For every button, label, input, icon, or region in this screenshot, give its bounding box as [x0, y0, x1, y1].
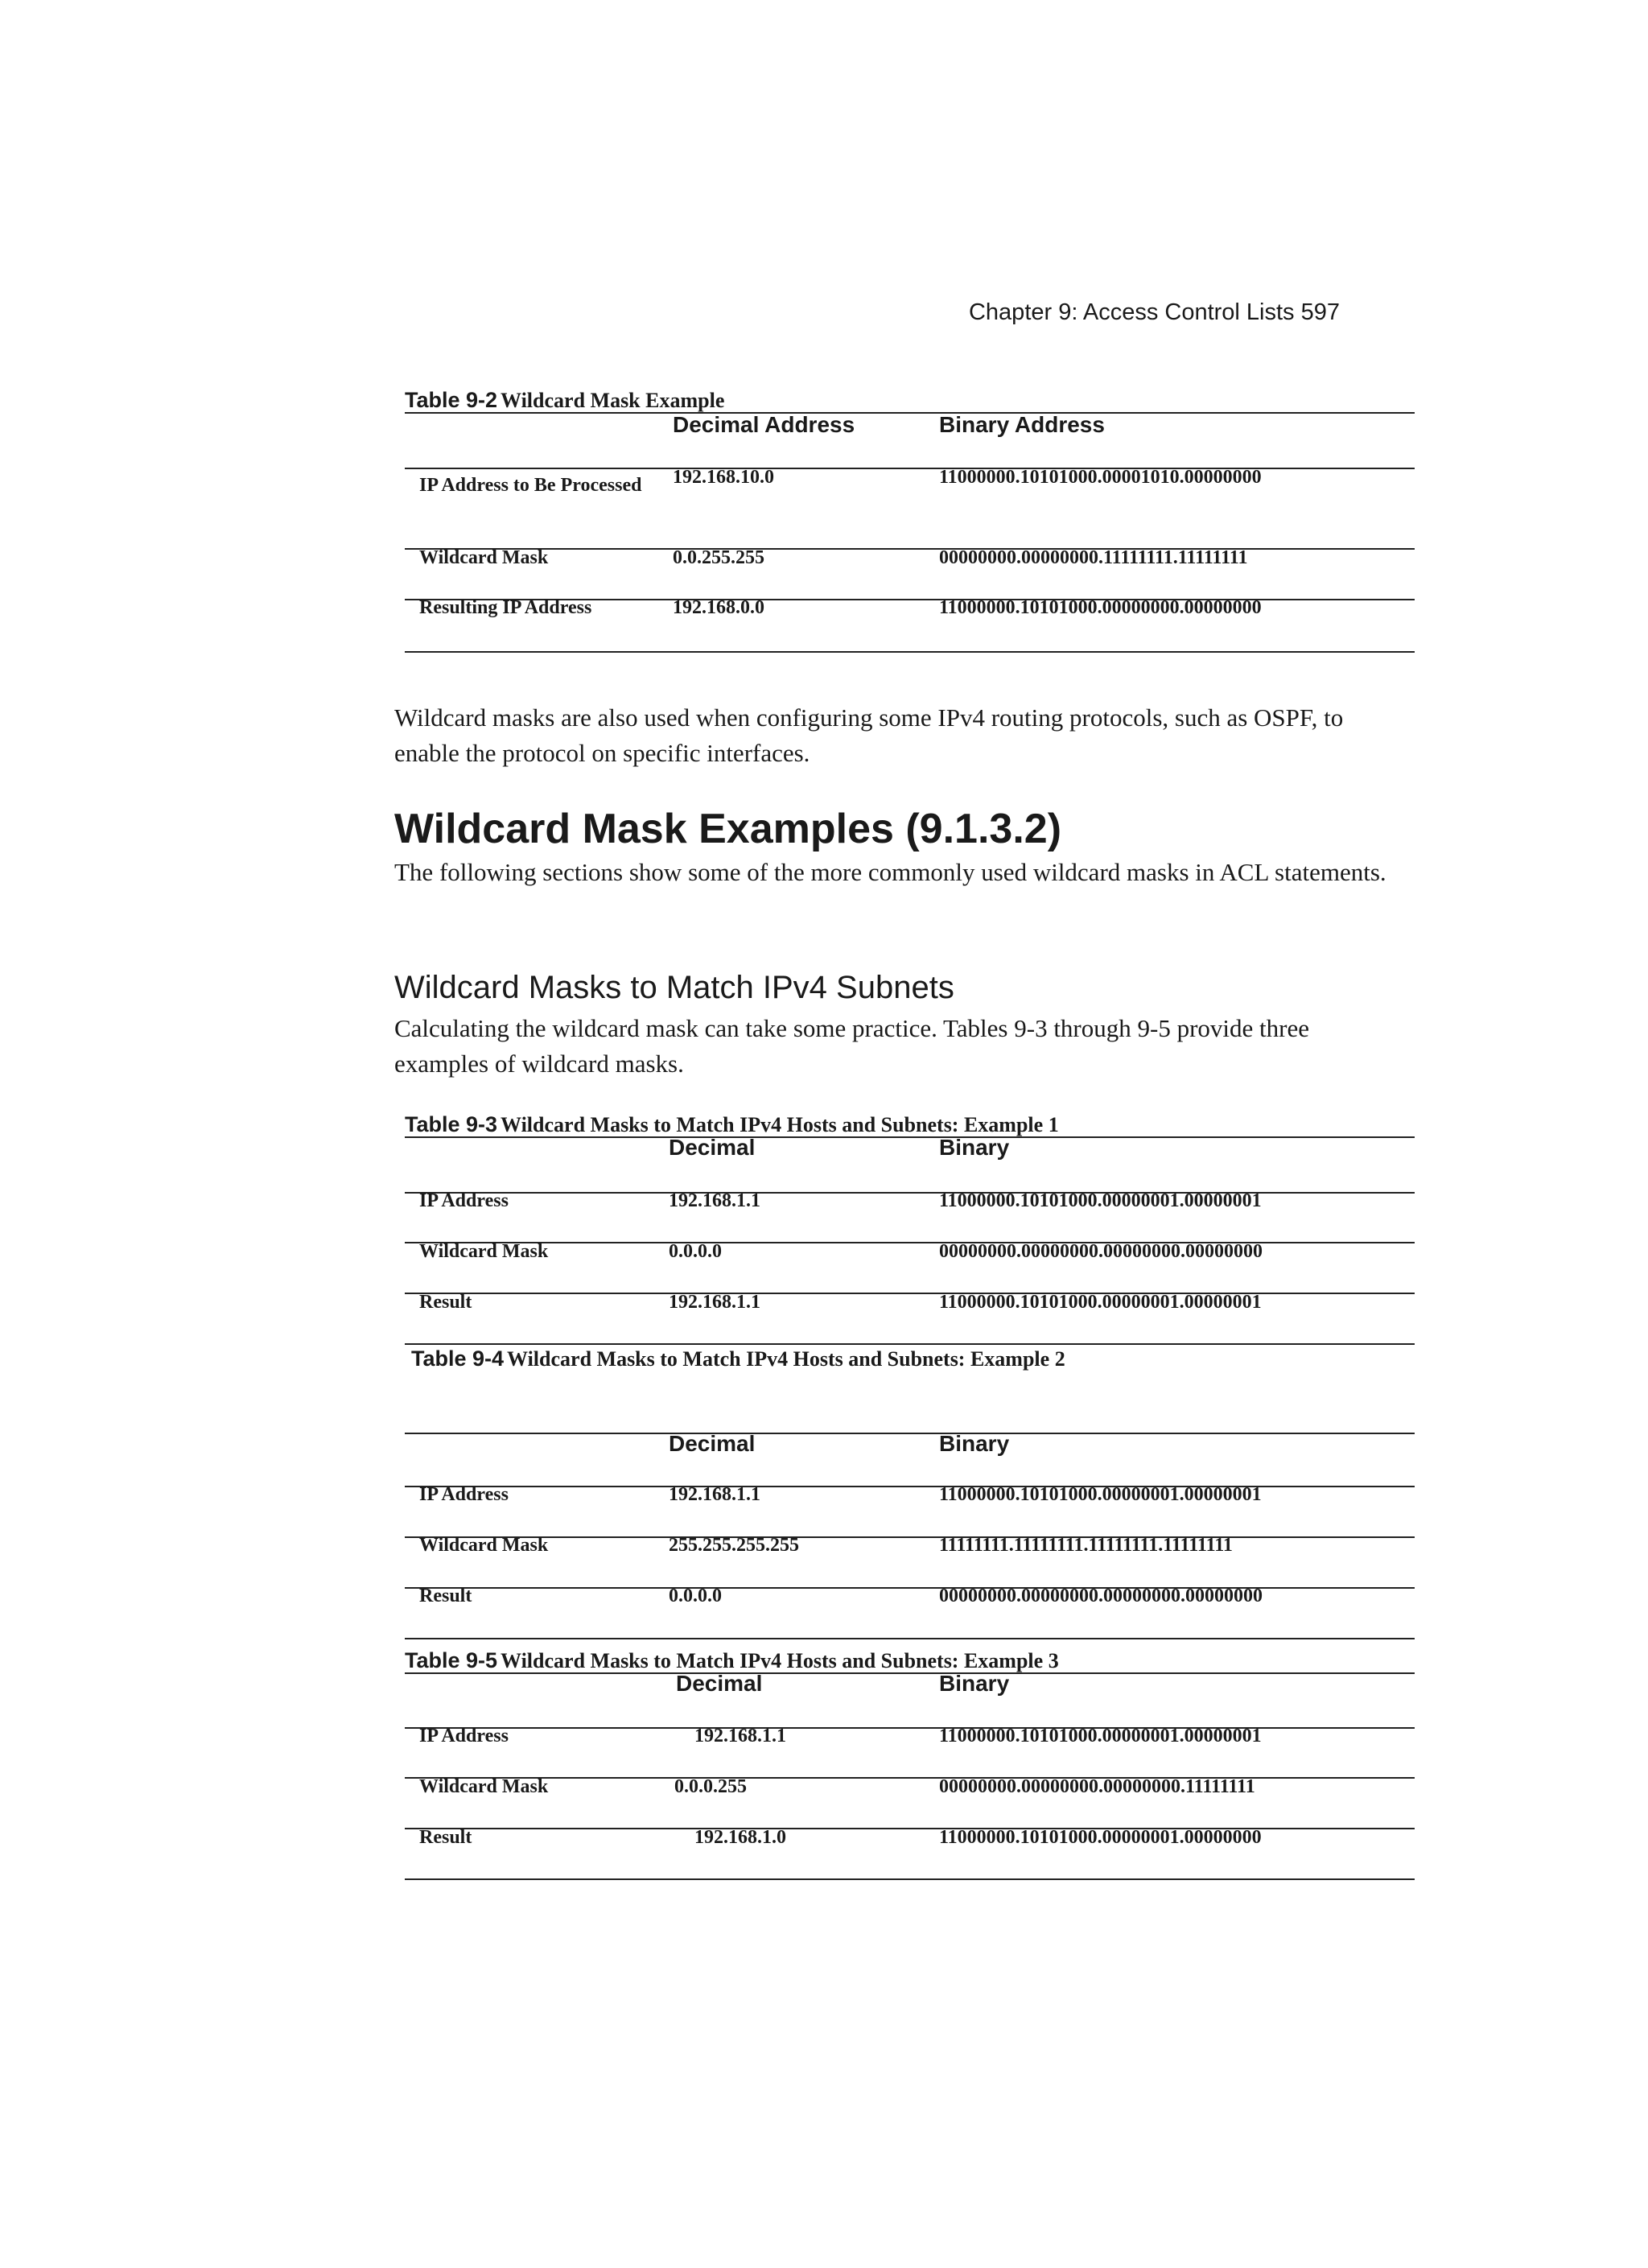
table-label: Table 9-4	[411, 1346, 505, 1371]
table-caption	[405, 388, 724, 413]
table-9-4	[405, 1343, 1415, 1649]
column-header: Decimal	[669, 1431, 756, 1456]
table-caption	[411, 1346, 1065, 1371]
row-label: Result	[419, 1586, 472, 1606]
table-9-3	[405, 1109, 1415, 1350]
table-cell: 0.0.255.255	[673, 547, 764, 568]
column-header: Binary	[939, 1135, 1010, 1160]
row-label: Result	[419, 1827, 472, 1848]
table-rule	[405, 1672, 1415, 1674]
table-cell: 192.168.0.0	[673, 597, 764, 618]
table-rule	[405, 1293, 1415, 1294]
table-rule	[405, 1536, 1415, 1538]
table-9-2	[405, 385, 1415, 658]
table-rule	[405, 651, 1415, 653]
table-cell: 192.168.1.0	[694, 1827, 786, 1848]
body-paragraph: Calculating the wildcard mask can take some practice. Tables 9-3 through 9-5 provide three examples of wildcard masks.	[394, 1014, 1309, 1078]
table-rule	[405, 548, 1415, 550]
table-rule	[405, 1242, 1415, 1243]
table-rule	[405, 1433, 1415, 1434]
row-label: Wildcard Mask	[419, 1535, 549, 1556]
row-label: IP Address to Be Processed	[419, 475, 642, 496]
table-cell: 00000000.00000000.11111111.11111111	[939, 547, 1248, 568]
table-caption	[405, 1112, 1059, 1137]
table-rule	[405, 1192, 1415, 1194]
table-rule	[405, 1587, 1415, 1589]
row-label: Wildcard Mask	[419, 1241, 549, 1262]
table-cell: 00000000.00000000.00000000.11111111	[939, 1776, 1255, 1797]
table-rule	[405, 1727, 1415, 1729]
table-rule	[405, 1828, 1415, 1829]
table-rule	[405, 412, 1415, 414]
table-label: Table 9-5	[405, 1648, 498, 1672]
table-cell: 192.168.1.1	[669, 1190, 760, 1211]
table-rule	[405, 468, 1415, 469]
column-header: Decimal Address	[673, 412, 855, 437]
table-title: Wildcard Masks to Match IPv4 Hosts and Subnets: Example 2	[507, 1347, 1065, 1371]
table-cell: 192.168.1.1	[694, 1726, 786, 1746]
row-label: Resulting IP Address	[419, 597, 592, 618]
body-paragraph: The following sections show some of the more commonly used wildcard masks in ACL statements.	[394, 858, 1386, 886]
row-label: IP Address	[419, 1726, 509, 1746]
table-rule	[405, 1486, 1415, 1487]
column-header: Decimal	[669, 1135, 756, 1160]
column-header: Binary Address	[939, 412, 1105, 437]
subsection-heading: Wildcard Masks to Match IPv4 Subnets	[394, 970, 954, 1005]
table-rule	[405, 1136, 1415, 1138]
table-caption	[405, 1648, 1059, 1673]
row-label: IP Address	[419, 1484, 509, 1505]
column-header: Decimal	[676, 1671, 763, 1696]
row-label: Wildcard Mask	[419, 547, 549, 568]
table-cell: 192.168.10.0	[673, 467, 774, 488]
table-title: Wildcard Mask Example	[501, 389, 725, 412]
table-cell: 192.168.1.1	[669, 1484, 760, 1505]
table-rule	[405, 1638, 1415, 1639]
table-cell: 0.0.0.0	[669, 1586, 722, 1606]
table-cell: 11000000.10101000.00000001.00000000	[939, 1827, 1262, 1848]
running-head: Chapter 9: Access Control Lists 597	[968, 299, 1340, 325]
table-cell: 192.168.1.1	[669, 1292, 760, 1313]
table-cell: 00000000.00000000.00000000.00000000	[939, 1586, 1263, 1606]
table-cell: 11111111.11111111.11111111.11111111	[939, 1535, 1233, 1556]
table-cell: 11000000.10101000.00000001.00000001	[939, 1484, 1262, 1505]
table-cell: 11000000.10101000.00000000.00000000	[939, 597, 1262, 618]
table-rule	[405, 1777, 1415, 1779]
table-cell: 0.0.0.0	[669, 1241, 722, 1262]
table-label: Table 9-2	[405, 388, 498, 412]
table-rule	[405, 1878, 1415, 1880]
column-header: Binary	[939, 1431, 1010, 1456]
table-cell: 11000000.10101000.00001010.00000000	[939, 467, 1262, 488]
row-label: Wildcard Mask	[419, 1776, 549, 1797]
table-cell: 00000000.00000000.00000000.00000000	[939, 1241, 1263, 1262]
row-label: IP Address	[419, 1190, 509, 1211]
table-cell: 11000000.10101000.00000001.00000001	[939, 1292, 1262, 1313]
table-9-5	[405, 1645, 1415, 1887]
table-cell: 0.0.0.255	[674, 1776, 747, 1797]
table-title: Wildcard Masks to Match IPv4 Hosts and Subnets: Example 1	[501, 1113, 1059, 1136]
column-header: Binary	[939, 1671, 1010, 1696]
table-label: Table 9-3	[405, 1112, 498, 1136]
table-cell: 11000000.10101000.00000001.00000001	[939, 1190, 1262, 1211]
table-cell: 255.255.255.255	[669, 1535, 799, 1556]
row-label: Result	[419, 1292, 472, 1313]
body-paragraph: Wildcard masks are also used when configuring some IPv4 routing protocols, such as OSPF, to enable the protocol on specific interfaces.	[394, 703, 1344, 767]
table-title: Wildcard Masks to Match IPv4 Hosts and Subnets: Example 3	[501, 1649, 1059, 1672]
table-cell: 11000000.10101000.00000001.00000001	[939, 1726, 1262, 1746]
section-heading: Wildcard Mask Examples (9.1.3.2)	[394, 806, 1062, 852]
